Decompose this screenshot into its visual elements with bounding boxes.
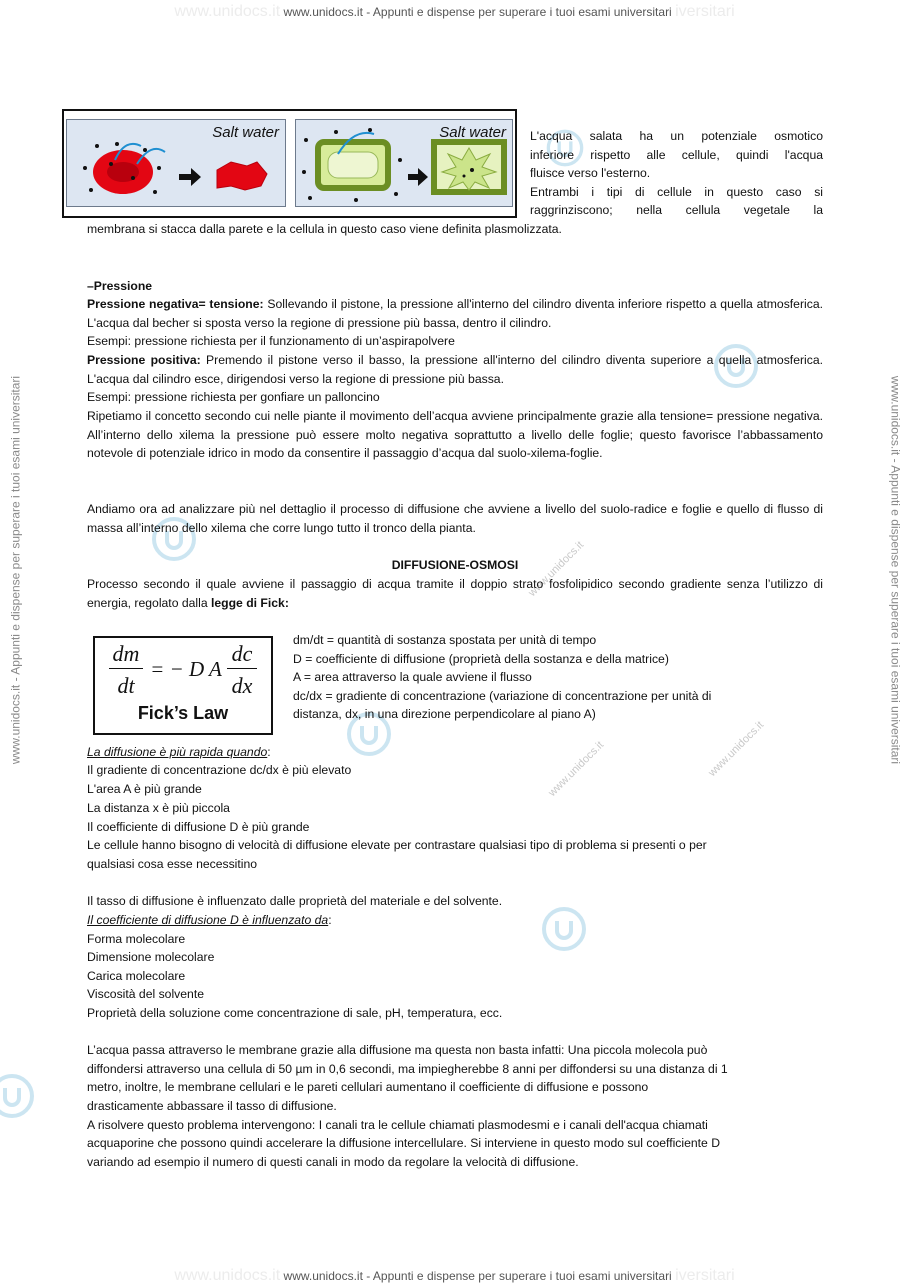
coefficient-colon: : (328, 913, 332, 927)
unidocs-logo-icon (0, 1072, 36, 1120)
intro-line: L'acqua salata ha un potenziale osmotico (530, 129, 823, 143)
coefficient-heading: Il coefficiente di diffusione D è influenzato da (87, 913, 329, 927)
blood-cell-panel (66, 119, 286, 207)
closing-line: diffondersi attraverso una cellula di 50 µm in 0,6 secondi, ma impiegherebbe 8 anni per diffondersi su una distanza di 1 (87, 1062, 728, 1076)
coefficient-item: Dimensione molecolare (87, 950, 215, 964)
left-side-watermark (2, 240, 30, 900)
rapid-heading: La diffusione è più rapida quando (87, 745, 268, 759)
numerator-dc: dc (231, 641, 253, 666)
rapid-item: Il gradiente di concentrazione dc/dx è più elevato (87, 763, 352, 777)
intro-line: raggrinziscono; nella cellula vegetale la (530, 203, 823, 218)
pressione-negativa-paragraph (87, 295, 823, 332)
right-side-watermark (884, 240, 906, 900)
definition-line: D = coefficiente di diffusione (proprietà della sostanza e della matrice) (293, 651, 669, 666)
closing-line: acquaporine che possono quindi accelerare la diffusione intercellulare. Si interviene in questo modo sul coefficiente D (87, 1136, 721, 1150)
diffusione-paragraph (87, 575, 823, 612)
closing-line: variando ad esempio il numero di questi canali in modo da regolare la velocità di diffusione. (87, 1155, 579, 1169)
fraction-bar (109, 668, 143, 669)
ficks-law-formula (93, 636, 273, 735)
header-text: www.unidocs.it - Appunti e dispense per superare i tuoi esami universitari (283, 5, 672, 19)
rapid-item: La distanza x è più piccola (87, 801, 230, 815)
coefficient-item: Viscosità del solvente (87, 987, 204, 1001)
coefficient-item: Forma molecolare (87, 932, 186, 946)
diag-watermark: www.unidocs.it (526, 539, 587, 600)
intro-last-line: membrana si stacca dalla parete e la cellula in questo caso viene definita plasmolizzata. (87, 222, 562, 236)
formula-operator: = − D A (150, 657, 222, 681)
pressione-heading: –Pressione (87, 279, 153, 293)
legge-di-fick-label: legge di Fick: (211, 595, 289, 610)
rapid-item: Il coefficiente di diffusione D è più grande (87, 820, 310, 834)
closing-line: A risolvere questo problema intervengono: I canali tra le cellule chiamati plasmodesmi e i canali dell'acqua chiamati (87, 1118, 708, 1132)
denominator-dt: dt (117, 673, 135, 698)
diag-watermark: www.unidocs.it (546, 739, 607, 800)
diag-watermark: www.unidocs.it (706, 719, 767, 780)
rapid-heading-line (87, 743, 823, 762)
left-side-text: www.unidocs.it - Appunti e dispense per superare i tuoi esami universitari (8, 375, 23, 765)
footer-text: www.unidocs.it - Appunti e dispense per superare i tuoi esami universitari (283, 1269, 672, 1283)
panel-label-right: Salt water (439, 124, 506, 141)
rapid-colon: : (267, 745, 271, 759)
intro-line: Entrambi i tipi di cellule in questo caso si (530, 184, 823, 199)
salt-water-figure (62, 109, 517, 218)
pressione-positiva-paragraph (87, 351, 823, 388)
formula-definitions (293, 631, 823, 724)
footer-ghost-right: iversitari (675, 1267, 735, 1284)
pressione-negativa-example: Esempi: pressione richiesta per il funzionamento di un’aspirapolvere (87, 334, 455, 348)
intro-line: fluisce verso l'esterno. (530, 166, 651, 181)
closing-line: L’acqua passa attraverso le membrane grazie alla diffusione ma questa non basta infatti: Una piccola molecola può (87, 1043, 708, 1057)
footer-watermark (0, 1267, 909, 1286)
pressione-summary: Ripetiamo il concetto secondo cui nelle piante il movimento dell’acqua avviene principalmente grazie alla tensione= pressione negativa. All’interno dello xilema la pressione può essere molto negativa soprattutto a livello delle foglie; questo favorisce l’abbassamento notevole di potenziale idrico in modo da consentire il passaggio d’acqua dal suolo-xilema-foglie. (87, 409, 823, 461)
right-side-text: www.unidocs.it - Appunti e dispense per superare i tuoi esami universitari (888, 375, 903, 765)
pressione-negativa-label: Pressione negativa= tensione: (87, 297, 264, 311)
header-ghost-left: www.unidocs.it (174, 3, 281, 20)
intro-line: inferiore rispetto alle cellule, quindi l'acqua (530, 147, 823, 162)
coefficient-item: Proprietà della soluzione come concentrazione di sale, pH, temperatura, ecc. (87, 1006, 503, 1020)
formula-caption: Fick’s Law (137, 703, 229, 723)
header-watermark (0, 3, 909, 22)
closing-line: metro, inoltre, le membrane cellulari e le pareti cellulari aumentano il coefficiente di diffusione e possono (87, 1080, 649, 1094)
plant-cell-panel (295, 119, 513, 207)
diffusione-title: DIFFUSIONE-OSMOSI (391, 558, 519, 572)
numerator-dm: dm (112, 641, 140, 666)
definition-line: dm/dt = quantità di sostanza spostata per unità di tempo (293, 633, 597, 647)
definition-line: A = area attraverso la quale avviene il flusso (293, 670, 532, 685)
definition-line: dc/dx = gradiente di concentrazione (variazione di concentrazione per unità di (293, 688, 712, 703)
rapid-note-line: Le cellule hanno bisogno di velocità di diffusione elevate per contrastare qualsiasi tipo di problema si presenti o per (87, 838, 707, 852)
header-ghost-right: iversitari (675, 3, 735, 20)
coefficient-heading-line (87, 911, 823, 930)
definition-line: distanza, dx, in una direzione perpendicolare al piano A) (293, 707, 596, 722)
rate-text: Il tasso di diffusione è influenzato dalle proprietà del materiale e del solvente. (87, 894, 503, 908)
footer-ghost-left: www.unidocs.it (174, 1267, 281, 1284)
rapid-note-line: qualsiasi cosa esse necessitino (87, 857, 258, 871)
pressione-negativa-text: Sollevando il pistone, la pressione all'interno del cilindro diventa inferiore rispetto a quella atmosferica. L'acqua dal becher si sposta verso la regione di pressione più bassa, dentro il cilindro. (87, 297, 823, 330)
diffusione-text: Processo secondo il quale avviene il passaggio di acqua tramite il doppio strato fosfolipidico secondo gradiente senza l’utilizzo di energia, regolato dalla (87, 577, 823, 610)
intro-right-block (530, 127, 823, 220)
closing-line: drasticamente abbassare il tasso di diffusione. (87, 1099, 337, 1113)
coefficient-item: Carica molecolare (87, 969, 186, 983)
panel-label-left: Salt water (212, 124, 279, 141)
rapid-item: L'area A è più grande (87, 782, 202, 796)
denominator-dx: dx (231, 673, 253, 698)
pressione-positiva-text: Premendo il pistone verso il basso, la pressione all'interno del cilindro diventa superiore a quella atmosferica. L'acqua dal cilindro esce, dirigendosi verso la regione di pressione più bassa. (87, 353, 823, 386)
pressione-positiva-example: Esempi: pressione richiesta per gonfiare un palloncino (87, 390, 380, 404)
fraction-bar (227, 668, 257, 669)
analysis-paragraph: Andiamo ora ad analizzare più nel dettaglio il processo di diffusione che avviene a livello del suolo-radice e foglie e quello di flusso di massa all’interno dello xilema che corre lungo tutto il tronco della pianta. (87, 502, 823, 535)
pressione-positiva-label: Pressione positiva: (87, 353, 201, 367)
